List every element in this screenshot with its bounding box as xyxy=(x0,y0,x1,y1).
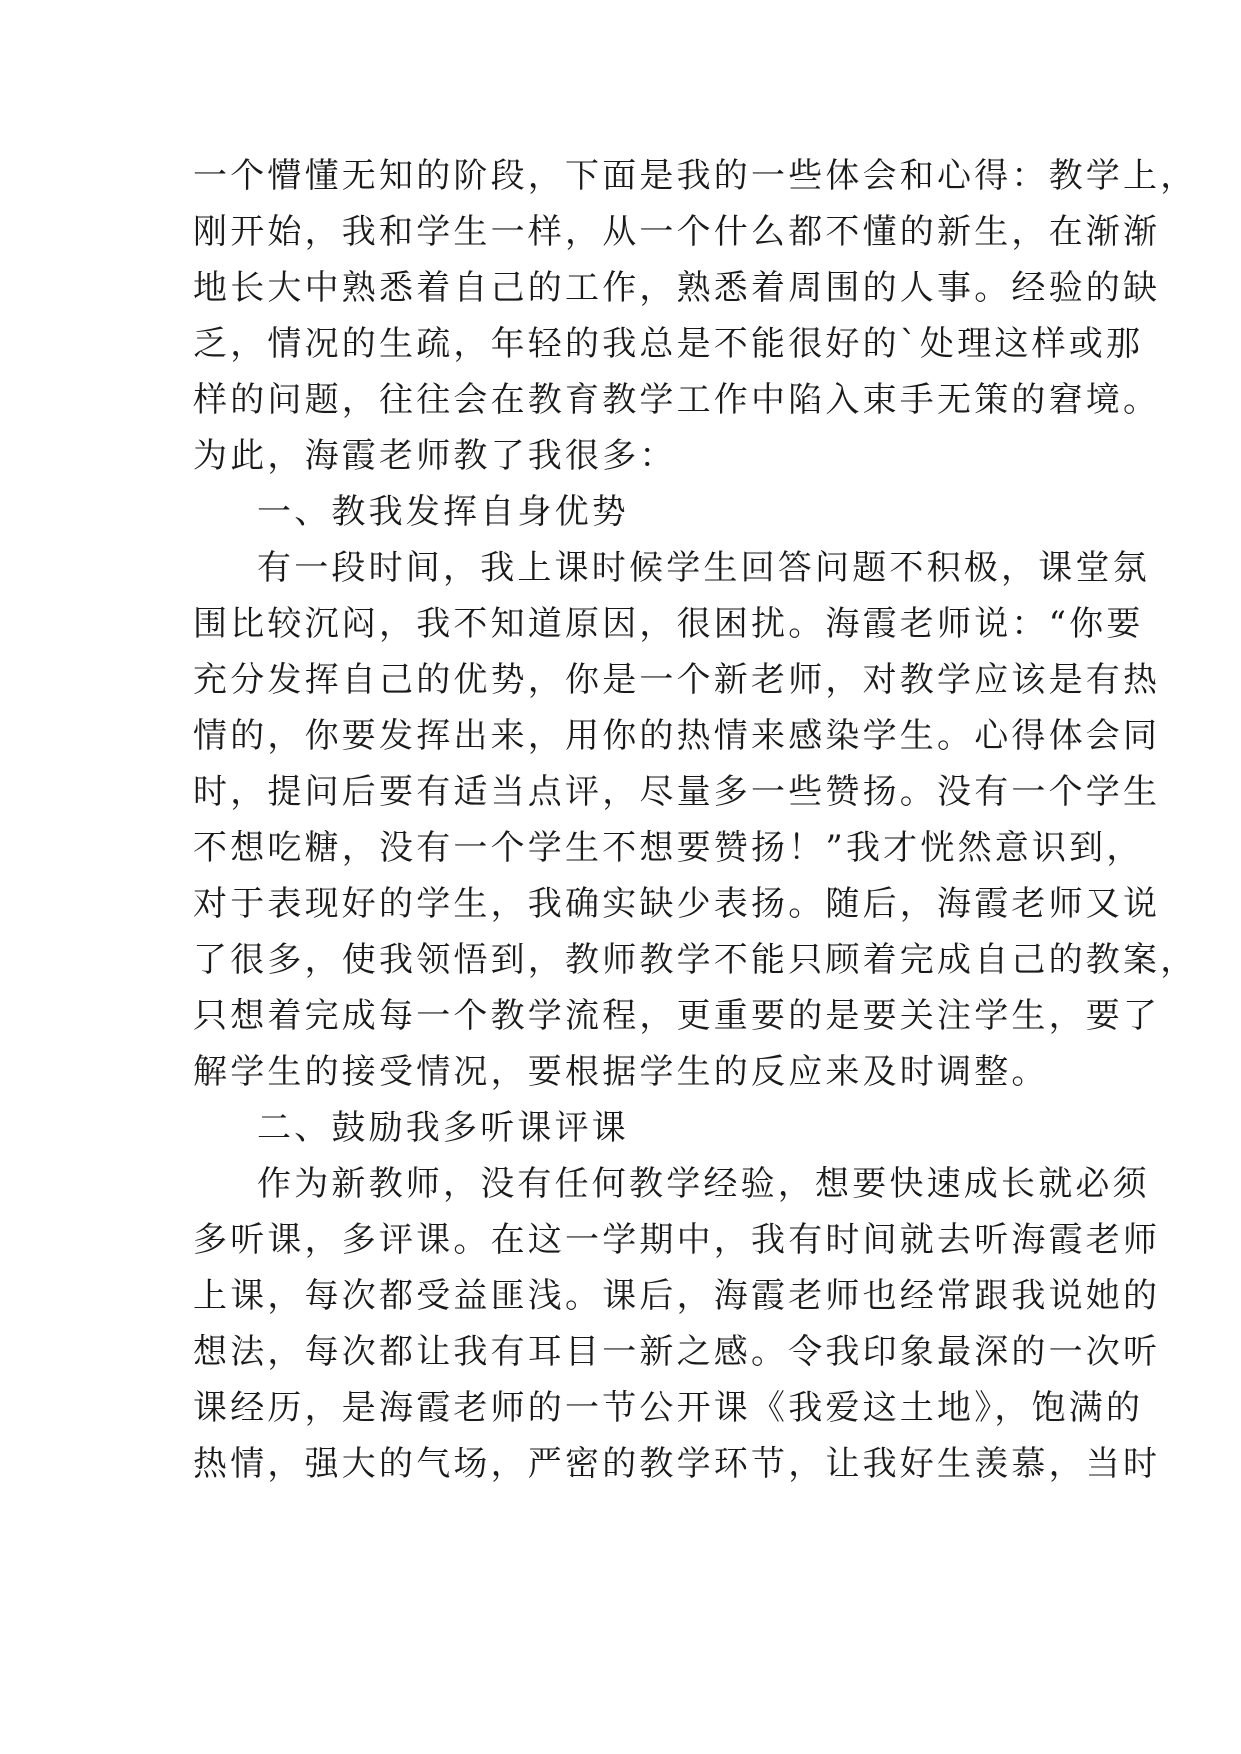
paragraph-line: 刚开始，我和学生一样，从一个什么都不懂的新生，在渐渐 xyxy=(193,212,1161,252)
paragraph-line: 只想着完成每一个教学流程，更重要的是要关注学生，要了 xyxy=(193,996,1161,1036)
section-heading: 二、鼓励我多听课评课 xyxy=(257,1108,629,1148)
paragraph-line: 一个懵懂无知的阶段，下面是我的一些体会和心得：教学上， xyxy=(193,156,1198,196)
paragraph-line: 作为新教师，没有任何教学经验，想要快速成长就必须 xyxy=(257,1164,1150,1204)
paragraph-line: 了很多，使我领悟到，教师教学不能只顾着完成自己的教案， xyxy=(193,940,1198,980)
paragraph-line: 围比较沉闷，我不知道原因，很困扰。海霞老师说：“你要 xyxy=(193,604,1144,644)
paragraph-line: 热情，强大的气场，严密的教学环节，让我好生羡慕，当时 xyxy=(193,1444,1161,1484)
paragraph-line: 多听课，多评课。在这一学期中，我有时间就去听海霞老师 xyxy=(193,1220,1161,1260)
paragraph-line: 时，提问后要有适当点评，尽量多一些赞扬。没有一个学生 xyxy=(193,772,1161,812)
paragraph-line: 情的，你要发挥出来，用你的热情来感染学生。心得体会同 xyxy=(193,716,1161,756)
paragraph-line: 上课，每次都受益匪浅。课后，海霞老师也经常跟我说她的 xyxy=(193,1276,1161,1316)
paragraph-line: 对于表现好的学生，我确实缺少表扬。随后，海霞老师又说 xyxy=(193,884,1161,924)
paragraph-line: 乏，情况的生疏，年轻的我总是不能很好的`处理这样或那 xyxy=(193,324,1144,364)
paragraph-line: 不想吃糖，没有一个学生不想要赞扬！”我才恍然意识到， xyxy=(193,828,1144,868)
paragraph-line: 地长大中熟悉着自己的工作，熟悉着周围的人事。经验的缺 xyxy=(193,268,1161,308)
paragraph-line: 课经历，是海霞老师的一节公开课《我爱这土地》，饱满的 xyxy=(193,1388,1144,1428)
paragraph-line: 充分发挥自己的优势，你是一个新老师，对教学应该是有热 xyxy=(193,660,1161,700)
paragraph-line: 有一段时间，我上课时候学生回答问题不积极，课堂氛 xyxy=(257,548,1150,588)
paragraph-line: 为此，海霞老师教了我很多： xyxy=(193,436,677,476)
section-heading: 一、教我发挥自身优势 xyxy=(257,492,629,532)
paragraph-line: 解学生的接受情况，要根据学生的反应来及时调整。 xyxy=(193,1052,1049,1092)
paragraph-line: 样的问题，往往会在教育教学工作中陷入束手无策的窘境。 xyxy=(193,380,1161,420)
paragraph-line: 想法，每次都让我有耳目一新之感。令我印象最深的一次听 xyxy=(193,1332,1161,1372)
